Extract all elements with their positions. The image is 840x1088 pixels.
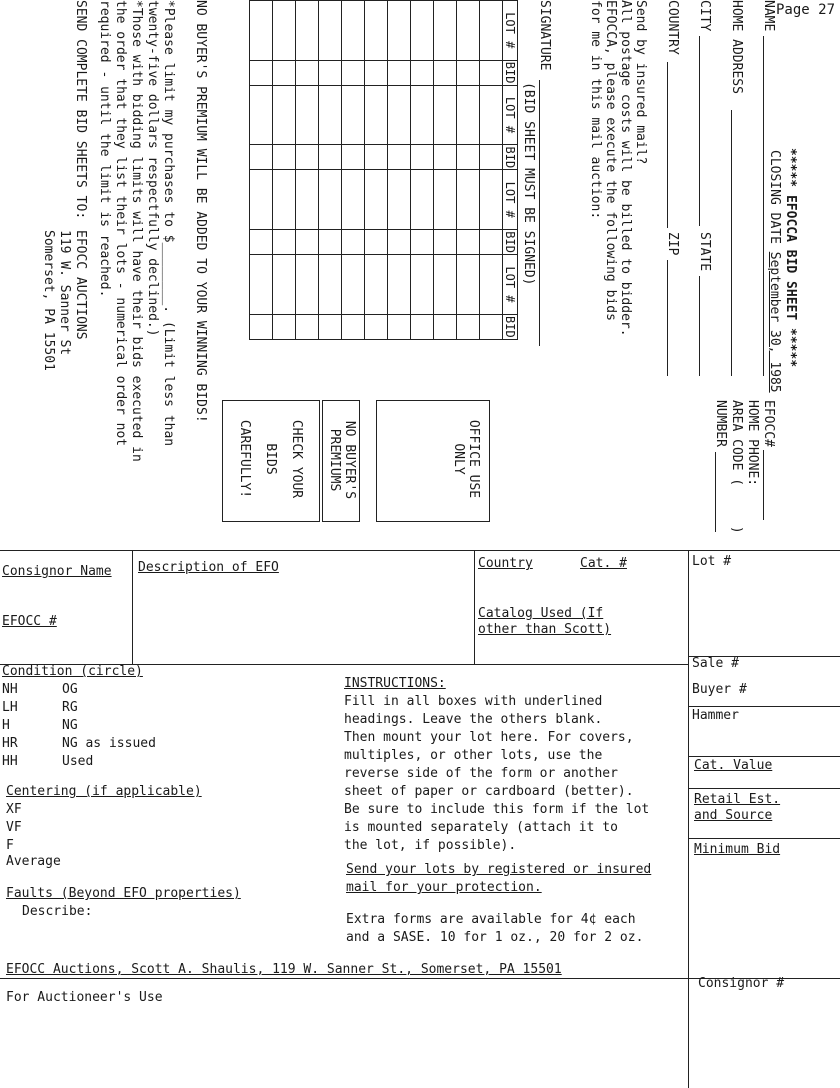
bid-entry-cell[interactable] — [457, 60, 480, 85]
bid-entry-cell[interactable] — [365, 229, 388, 254]
centering-average[interactable]: Average — [6, 854, 61, 869]
instruction-line-3: EFOCCA, please execute the following bids — [603, 0, 618, 321]
condition-option-nh[interactable]: NH — [2, 682, 18, 697]
lot-entry-cell[interactable] — [411, 170, 434, 230]
extra-forms-1: Extra forms are available for 4¢ each — [346, 912, 636, 927]
lot-entry-cell[interactable] — [342, 85, 365, 145]
bid-entry-cell[interactable] — [411, 60, 434, 85]
limit-line-1: *Please limit my purchases to $________. (Limit less than — [161, 0, 176, 447]
bid-row — [480, 1, 503, 340]
country-field[interactable] — [667, 62, 668, 228]
bid-entry-cell[interactable] — [273, 60, 296, 85]
lot-entry-cell[interactable] — [273, 255, 296, 315]
centering-xf[interactable]: XF — [6, 802, 22, 817]
sale-number-label: Sale # — [692, 656, 739, 671]
bid-row — [319, 1, 342, 340]
home-phone-label: HOME PHONE: — [745, 400, 760, 487]
lot-entry-cell[interactable] — [480, 170, 503, 230]
name-label: NAME — [761, 0, 776, 32]
centering-label: Centering (if applicable) — [6, 784, 202, 799]
bid-entry-cell[interactable] — [296, 314, 319, 339]
lot-entry-cell[interactable] — [319, 85, 342, 145]
instructions-title: INSTRUCTIONS: — [344, 676, 446, 691]
bid-entry-cell[interactable] — [480, 314, 503, 339]
lot-entry-cell[interactable] — [342, 1, 365, 61]
bid-entry-cell[interactable] — [273, 314, 296, 339]
signature-label: SIGNATURE — [537, 0, 552, 71]
bid-entry-cell[interactable] — [411, 229, 434, 254]
bid-entry-cell[interactable] — [434, 229, 457, 254]
lot-entry-cell[interactable] — [388, 170, 411, 230]
bid-row — [388, 1, 411, 340]
limit-line-3: *Those with bidding limits will have their bids executed in — [129, 0, 144, 462]
catalog-used-1: Catalog Used (If — [478, 606, 604, 621]
bid-entry-cell[interactable] — [388, 229, 411, 254]
lot-entry-cell[interactable] — [296, 170, 319, 230]
describe-label: Describe: — [22, 904, 93, 919]
bid-row — [296, 1, 319, 340]
bid-entry-cell[interactable] — [319, 60, 342, 85]
efocc-number-lower: EFOCC # — [2, 614, 57, 629]
lot-entry-cell[interactable] — [342, 170, 365, 230]
cat-value-label: Cat. Value — [694, 758, 773, 773]
auctioneer-use-label: For Auctioneer's Use — [6, 990, 163, 1005]
condition-option-og[interactable]: OG — [62, 682, 78, 697]
lot-entry-cell[interactable] — [273, 85, 296, 145]
hammer-line — [688, 756, 840, 757]
zip-label: ZIP — [665, 232, 680, 256]
lot-number-label: Lot # — [692, 554, 732, 569]
lot-entry-cell[interactable] — [480, 85, 503, 145]
bid-entry-cell[interactable] — [250, 145, 273, 170]
bid-row — [434, 1, 457, 340]
office-use-label: OFFICE USE ONLY — [451, 419, 481, 499]
lot-entry-cell[interactable] — [457, 85, 480, 145]
centering-f[interactable]: F — [6, 838, 14, 853]
condition-label: Condition (circle) — [2, 664, 143, 679]
lot-entry-cell[interactable] — [480, 255, 503, 315]
lot-entry-cell[interactable] — [319, 255, 342, 315]
home-address-field[interactable] — [731, 110, 732, 376]
lot-entry-cell[interactable] — [273, 1, 296, 61]
send-lots-1: Send your lots by registered or insured — [346, 862, 652, 877]
retail-est-label-2: and Source — [694, 808, 773, 823]
lot-entry-cell[interactable] — [411, 1, 434, 61]
limit-line-5: required - until the limit is reached. — [97, 0, 112, 298]
lot-entry-cell[interactable] — [365, 1, 388, 61]
bid-entry-cell[interactable] — [250, 229, 273, 254]
faults-label: Faults (Beyond EFO properties) — [6, 886, 241, 901]
state-label: STATE — [697, 232, 712, 272]
city-label: CITY — [697, 0, 712, 32]
instruction-text-line: Be sure to include this form if the lot — [344, 802, 650, 817]
bid-entry-cell[interactable] — [480, 145, 503, 170]
header-lot-1: LOT # — [503, 1, 518, 61]
bid-entry-cell[interactable] — [434, 314, 457, 339]
instruction-text-line: the lot, if possible). — [344, 838, 517, 853]
no-premiums-label: NO BUYER'S PREMIUMS — [327, 420, 357, 500]
bid-entry-cell[interactable] — [319, 145, 342, 170]
phone-number-label: NUMBER — [713, 400, 728, 447]
instruction-text-line: sheet of paper or cardboard (better). — [344, 784, 634, 799]
header-bid-3: BID — [503, 231, 517, 253]
bid-row — [273, 1, 296, 340]
lot-entry-cell[interactable] — [411, 85, 434, 145]
lot-entry-cell[interactable] — [296, 1, 319, 61]
sale-line — [688, 706, 840, 707]
send-to-label: SEND COMPLETE BID SHEETS TO: — [73, 0, 88, 220]
header-bid-4: BID — [503, 316, 517, 338]
lot-entry-cell[interactable] — [342, 255, 365, 315]
closing-date: September 30, 1985 — [767, 251, 782, 393]
bid-row — [365, 1, 388, 340]
instruction-text-line: headings. Leave the others blank. — [344, 712, 603, 727]
bid-entry-cell[interactable] — [411, 145, 434, 170]
header-bid-1: BID — [503, 61, 517, 84]
bid-row — [342, 1, 365, 340]
name-field[interactable] — [763, 36, 764, 376]
lot-entry-cell[interactable] — [457, 255, 480, 315]
instruction-line-2: All postage costs will be billed to bidder. — [618, 0, 633, 337]
lot-entry-cell[interactable] — [319, 1, 342, 61]
lot-entry-cell[interactable] — [365, 255, 388, 315]
condition-option-ng-as-issued[interactable]: NG as issued — [62, 736, 156, 751]
country-label: COUNTRY — [665, 0, 680, 55]
consignor-name-label: Consignor Name — [2, 564, 112, 579]
lot-entry-cell[interactable] — [296, 85, 319, 145]
bid-entry-cell[interactable] — [296, 60, 319, 85]
condition-option-lh[interactable]: LH — [2, 700, 18, 715]
state-field[interactable] — [699, 276, 700, 376]
footer-address: EFOCC Auctions, Scott A. Shaulis, 119 W. Sanner St., Somerset, PA 15501 — [6, 962, 562, 977]
catalog-used-2: other than Scott) — [478, 622, 612, 637]
instruction-line-1: Send by insured mail? — [633, 0, 648, 165]
bid-entry-cell[interactable] — [434, 60, 457, 85]
instruction-line-4: for me in this mail auction: — [588, 0, 603, 220]
lot-entry-cell[interactable] — [319, 170, 342, 230]
office-use-box — [376, 400, 490, 522]
extra-forms-2: and a SASE. 10 for 1 oz., 20 for 2 oz. — [346, 930, 644, 945]
centering-vf[interactable]: VF — [6, 820, 22, 835]
condition-option-ng[interactable]: NG — [62, 718, 78, 733]
bid-entry-cell[interactable] — [250, 60, 273, 85]
lot-entry-cell[interactable] — [434, 1, 457, 61]
area-code-label: AREA CODE ( ) — [729, 400, 744, 534]
phone-number-field[interactable] — [715, 452, 716, 532]
lot-entry-cell[interactable] — [273, 170, 296, 230]
instruction-text-line: is mounted separately (attach it to — [344, 820, 618, 835]
header-bid-2: BID — [503, 146, 517, 169]
lot-entry-cell[interactable] — [457, 1, 480, 61]
bid-entry-cell[interactable] — [296, 145, 319, 170]
bid-entry-cell[interactable] — [296, 229, 319, 254]
country-label-lower: Country — [478, 556, 533, 571]
bid-entry-cell[interactable] — [319, 314, 342, 339]
header-lot-2: LOT # — [503, 85, 518, 145]
retail-est-label-1: Retail Est. — [694, 792, 781, 807]
bid-entry-cell[interactable] — [365, 145, 388, 170]
condition-option-h[interactable]: H — [2, 718, 10, 733]
bid-row — [457, 1, 480, 340]
premium-notice: NO BUYER'S PREMIUM WILL BE ADDED TO YOUR WINNING BIDS! — [193, 0, 208, 423]
bid-entry-cell[interactable] — [457, 145, 480, 170]
bid-entry-cell[interactable] — [411, 314, 434, 339]
bid-entry-cell[interactable] — [480, 60, 503, 85]
bid-entry-cell[interactable] — [250, 314, 273, 339]
lot-entry-cell[interactable] — [388, 85, 411, 145]
lot-entry-cell[interactable] — [388, 255, 411, 315]
consignor-number-label: Consignor # — [698, 976, 785, 991]
bid-entry-cell[interactable] — [319, 229, 342, 254]
bid-row — [250, 1, 273, 340]
bid-entry-cell[interactable] — [457, 229, 480, 254]
catvalue-line — [688, 788, 840, 789]
hammer-label: Hammer — [692, 708, 739, 723]
bid-entry-cell[interactable] — [273, 229, 296, 254]
lot-entry-cell[interactable] — [388, 1, 411, 61]
send-lots-2: mail for your protection. — [346, 880, 542, 895]
zip-field[interactable] — [667, 260, 668, 376]
header-lot-3: LOT # — [503, 170, 518, 230]
closing-date-label: CLOSING DATE September 30, 1985 — [767, 150, 782, 393]
lot-entry-cell[interactable] — [250, 170, 273, 230]
form-top-line — [0, 550, 840, 551]
bid-entry-cell[interactable] — [342, 314, 365, 339]
bid-table — [249, 0, 518, 340]
limit-line-4: the order that they list their lots - numerical order not — [113, 0, 128, 447]
city-field[interactable] — [699, 36, 700, 226]
instruction-text-line: reverse side of the form or another — [344, 766, 618, 781]
lot-entry-cell[interactable] — [250, 1, 273, 61]
signature-note: (BID SHEET MUST BE SIGNED) — [521, 82, 536, 286]
condition-option-hr[interactable]: HR — [2, 736, 18, 751]
limit-line-2: twenty-five dollars respectfully declined.) — [145, 0, 160, 337]
bid-entry-cell[interactable] — [342, 229, 365, 254]
instruction-text-line: Then mount your lot here. For covers, — [344, 730, 634, 745]
bid-sheet-title: ***** EFOCCA BID SHEET ***** — [783, 148, 798, 368]
signature-field[interactable] — [539, 80, 540, 346]
lot-entry-cell[interactable] — [480, 1, 503, 61]
bid-entry-cell[interactable] — [342, 60, 365, 85]
condition-option-rg[interactable]: RG — [62, 700, 78, 715]
minimum-bid-label: Minimum Bid — [694, 842, 781, 857]
bid-entry-cell[interactable] — [457, 314, 480, 339]
description-label: Description of EFO — [138, 560, 279, 575]
bid-entry-cell[interactable] — [388, 314, 411, 339]
bid-entry-cell[interactable] — [273, 145, 296, 170]
header-lot-4: LOT # — [503, 255, 518, 315]
efocc-number-label: EFOCC# — [761, 400, 776, 447]
bid-entry-cell[interactable] — [388, 145, 411, 170]
lot-entry-cell[interactable] — [411, 255, 434, 315]
no-premiums-box — [322, 400, 360, 522]
lot-entry-cell[interactable] — [250, 85, 273, 145]
lot-entry-cell[interactable] — [296, 255, 319, 315]
lot-entry-cell[interactable] — [434, 255, 457, 315]
right-column-divider — [688, 550, 689, 1088]
lot-entry-cell[interactable] — [365, 170, 388, 230]
instruction-text-line: multiples, or other lots, use the — [344, 748, 603, 763]
send-to-line-2: 119 W. Sanner St — [57, 230, 72, 356]
check-bids-label: CHECK YOUR BIDS CAREFULLY! — [237, 419, 304, 499]
condition-option-hh[interactable]: HH — [2, 754, 18, 769]
instruction-text-line: Fill in all boxes with underlined — [344, 694, 603, 709]
send-to-line-1: EFOCC AUCTIONS — [73, 230, 88, 340]
lot-entry-cell[interactable] — [250, 255, 273, 315]
retail-line — [688, 838, 840, 839]
bid-entry-cell[interactable] — [434, 145, 457, 170]
send-to-line-3: Somerset, PA 15501 — [41, 230, 56, 371]
bid-entry-cell[interactable] — [365, 60, 388, 85]
bid-entry-cell[interactable] — [365, 314, 388, 339]
lot-entry-cell[interactable] — [457, 170, 480, 230]
bid-entry-cell[interactable] — [388, 60, 411, 85]
bid-entry-cell[interactable] — [342, 145, 365, 170]
bid-row — [411, 1, 434, 340]
check-bids-box — [222, 400, 320, 522]
cat-number-label: Cat. # — [580, 556, 627, 571]
lot-entry-cell[interactable] — [434, 170, 457, 230]
condition-option-used[interactable]: Used — [62, 754, 94, 769]
buyer-number-label: Buyer # — [692, 682, 747, 697]
bid-entry-cell[interactable] — [480, 229, 503, 254]
consignor-divider — [132, 550, 133, 664]
home-address-label: HOME ADDRESS — [729, 0, 744, 94]
page-number: Page 27 — [776, 2, 836, 18]
country-divider — [474, 550, 475, 664]
efocc-number-field[interactable] — [763, 450, 764, 520]
lot-entry-cell[interactable] — [434, 85, 457, 145]
lot-entry-cell[interactable] — [365, 85, 388, 145]
